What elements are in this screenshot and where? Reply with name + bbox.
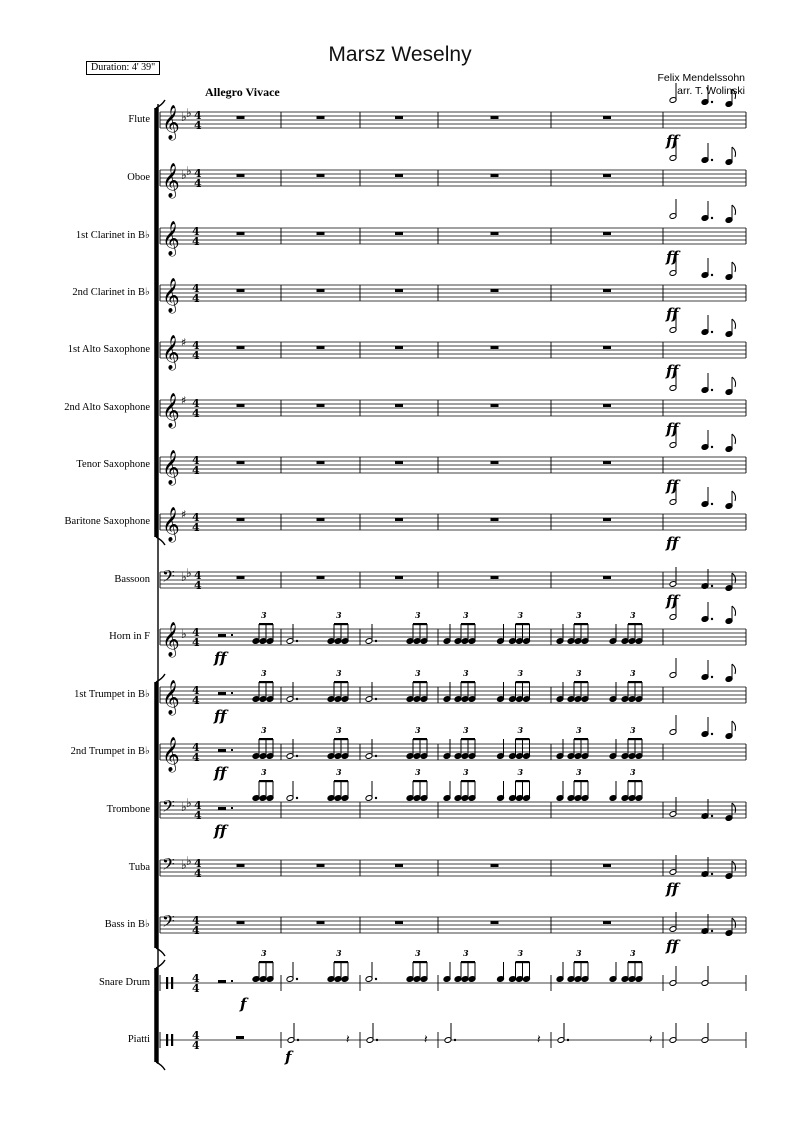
whole-rest xyxy=(237,116,245,119)
whole-rest xyxy=(317,346,325,349)
whole-rest xyxy=(317,864,325,867)
instrument-label: 1st Trumpet in B♭ xyxy=(74,689,150,700)
tuplet-label: 3 xyxy=(261,767,267,777)
instrument-label: 2nd Clarinet in B♭ xyxy=(72,287,150,298)
whole-rest xyxy=(317,404,325,407)
whole-rest xyxy=(317,576,325,579)
flat-icon: ♭ xyxy=(186,854,192,868)
dot xyxy=(296,797,298,799)
time-signature-bottom: 4 xyxy=(192,694,200,707)
tuplet-label: 3 xyxy=(261,610,267,620)
time-signature-top: 4 xyxy=(192,914,200,927)
tuplet-label: 3 xyxy=(463,767,469,777)
time-signature-bottom: 4 xyxy=(194,809,202,822)
tuplet-label: 3 xyxy=(630,725,636,735)
treble-clef-icon: 𝄞 xyxy=(162,737,180,772)
whole-rest xyxy=(317,518,325,521)
beam xyxy=(461,961,475,963)
time-signature-top: 4 xyxy=(192,741,200,754)
beam xyxy=(628,780,642,782)
treble-clef-icon: 𝄞 xyxy=(162,393,180,428)
tuplet-label: 3 xyxy=(415,767,421,777)
time-signature-bottom: 4 xyxy=(192,636,200,649)
eighth-flag xyxy=(732,606,736,616)
half-rest xyxy=(218,692,226,695)
whole-rest xyxy=(603,461,611,464)
instrument-label: Piatti xyxy=(127,1034,150,1045)
rest-dot xyxy=(231,980,233,982)
eighth-flag xyxy=(732,434,736,444)
beam xyxy=(628,738,642,740)
whole-rest xyxy=(317,116,325,119)
dot xyxy=(297,1039,299,1041)
time-signature-bottom: 4 xyxy=(192,349,200,362)
beam xyxy=(516,961,530,963)
whole-rest xyxy=(603,232,611,235)
tuplet-label: 3 xyxy=(261,668,267,678)
dot xyxy=(296,698,298,700)
whole-rest xyxy=(491,346,499,349)
whole-rest xyxy=(395,116,403,119)
dot xyxy=(711,446,713,448)
time-signature-bottom: 4 xyxy=(192,1039,200,1052)
duration-box: Duration: 4' 39" xyxy=(86,61,160,75)
tuplet-label: 3 xyxy=(336,948,342,958)
beam xyxy=(259,738,273,740)
dot xyxy=(711,503,713,505)
dot xyxy=(711,873,713,875)
beam xyxy=(461,623,475,625)
eighth-flag xyxy=(732,861,736,871)
dot xyxy=(711,618,713,620)
time-signature-top: 4 xyxy=(194,167,202,180)
instrument-label: 2nd Alto Saxophone xyxy=(64,402,150,413)
dynamic-mark: ff xyxy=(666,477,679,495)
tuplet-label: 3 xyxy=(336,668,342,678)
whole-rest xyxy=(236,1036,244,1039)
time-signature-top: 4 xyxy=(192,339,200,352)
beam xyxy=(334,961,348,963)
whole-rest xyxy=(317,174,325,177)
whole-rest xyxy=(237,346,245,349)
instrument-label: Tenor Saxophone xyxy=(76,459,150,470)
whole-rest xyxy=(395,404,403,407)
tuplet-label: 3 xyxy=(415,668,421,678)
whole-rest xyxy=(603,518,611,521)
whole-rest xyxy=(237,404,245,407)
percussion-clef-icon xyxy=(166,1034,168,1046)
tuplet-label: 3 xyxy=(261,725,267,735)
dot xyxy=(296,755,298,757)
flat-icon: ♭ xyxy=(181,800,187,814)
tuplet-label: 3 xyxy=(576,948,582,958)
whole-rest xyxy=(603,864,611,867)
eighth-flag xyxy=(732,803,736,813)
whole-rest xyxy=(237,232,245,235)
instrument-label: 1st Alto Saxophone xyxy=(67,344,150,355)
tuplet-label: 3 xyxy=(415,948,421,958)
time-signature-top: 4 xyxy=(192,684,200,697)
eighth-flag xyxy=(732,573,736,583)
beam xyxy=(461,681,475,683)
whole-rest xyxy=(237,289,245,292)
treble-clef-icon: 𝄞 xyxy=(162,507,180,542)
tuplet-label: 3 xyxy=(517,610,524,620)
beam xyxy=(259,780,273,782)
instrument-label: Tuba xyxy=(128,862,150,873)
dot xyxy=(711,217,713,219)
whole-rest xyxy=(603,921,611,924)
instrument-label: Bass in B♭ xyxy=(104,919,150,930)
eighth-flag xyxy=(732,491,736,501)
treble-clef-icon: 𝄞 xyxy=(162,450,180,485)
dynamic-mark: ff xyxy=(666,534,679,552)
whole-rest xyxy=(491,289,499,292)
dot xyxy=(376,1039,378,1041)
dot xyxy=(375,797,377,799)
tuplet-label: 3 xyxy=(576,767,582,777)
tuplet-label: 3 xyxy=(415,725,421,735)
beam xyxy=(259,681,273,683)
whole-rest xyxy=(317,289,325,292)
tuplet-label: 3 xyxy=(463,725,469,735)
eighth-flag xyxy=(732,89,736,99)
time-signature-bottom: 4 xyxy=(192,407,200,420)
whole-rest xyxy=(395,576,403,579)
dynamic-mark: ff xyxy=(214,649,227,667)
time-signature-bottom: 4 xyxy=(192,292,200,305)
eighth-flag xyxy=(732,262,736,272)
tuplet-label: 3 xyxy=(576,610,582,620)
quarter-rest: 𝄽 xyxy=(424,1032,428,1046)
dynamic-mark: ff xyxy=(214,822,227,840)
whole-rest xyxy=(491,461,499,464)
whole-rest xyxy=(603,289,611,292)
tempo-marking: Allegro Vivace xyxy=(205,85,280,99)
whole-rest xyxy=(395,461,403,464)
whole-rest xyxy=(491,232,499,235)
arranger-credit: arr. T. Wolinski xyxy=(677,85,745,97)
tuplet-label: 3 xyxy=(463,948,469,958)
tuplet-label: 3 xyxy=(517,668,524,678)
score-title: Marsz Weselny xyxy=(328,43,472,66)
treble-clef-icon: 𝄞 xyxy=(162,278,180,313)
dynamic-mark: ff xyxy=(666,420,679,438)
beam xyxy=(461,738,475,740)
dot xyxy=(375,640,377,642)
eighth-flag xyxy=(732,377,736,387)
eighth-flag xyxy=(732,664,736,674)
dot xyxy=(711,331,713,333)
flat-icon: ♭ xyxy=(181,168,187,182)
dot xyxy=(711,585,713,587)
tuplet-label: 3 xyxy=(336,725,342,735)
flat-icon: ♭ xyxy=(186,566,192,580)
flat-icon: ♭ xyxy=(186,164,192,178)
time-signature-bottom: 4 xyxy=(192,235,200,248)
eighth-flag xyxy=(732,147,736,157)
half-rest xyxy=(218,980,226,983)
whole-rest xyxy=(395,518,403,521)
whole-rest xyxy=(491,404,499,407)
beam xyxy=(516,623,530,625)
treble-clef-icon: 𝄞 xyxy=(162,105,180,140)
whole-rest xyxy=(395,864,403,867)
dynamic-mark: ff xyxy=(214,707,227,725)
beam xyxy=(628,681,642,683)
whole-rest xyxy=(395,232,403,235)
whole-rest xyxy=(237,921,245,924)
whole-rest xyxy=(395,921,403,924)
time-signature-top: 4 xyxy=(194,799,202,812)
quarter-rest: 𝄽 xyxy=(649,1032,653,1046)
time-signature-top: 4 xyxy=(192,511,200,524)
beam xyxy=(574,780,588,782)
instrument-label: Bassoon xyxy=(114,574,150,585)
whole-rest xyxy=(395,174,403,177)
whole-rest xyxy=(603,346,611,349)
dot xyxy=(711,815,713,817)
time-signature-bottom: 4 xyxy=(194,867,202,880)
tuplet-label: 3 xyxy=(630,668,636,678)
tuplet-label: 3 xyxy=(517,725,524,735)
tuplet-label: 3 xyxy=(336,767,342,777)
dot xyxy=(567,1039,569,1041)
dot xyxy=(296,978,298,980)
beam xyxy=(334,780,348,782)
tuplet-label: 3 xyxy=(630,948,636,958)
time-signature-bottom: 4 xyxy=(192,521,200,534)
whole-rest xyxy=(395,346,403,349)
whole-rest xyxy=(237,461,245,464)
whole-rest xyxy=(237,174,245,177)
tuplet-label: 3 xyxy=(576,725,582,735)
dynamic-mark: ff xyxy=(666,880,679,898)
dynamic-mark: ff xyxy=(214,764,227,782)
rest-dot xyxy=(231,749,233,751)
whole-rest xyxy=(317,232,325,235)
whole-rest xyxy=(603,576,611,579)
dot xyxy=(711,274,713,276)
percussion-clef-icon xyxy=(171,977,173,989)
whole-rest xyxy=(603,116,611,119)
instrument-label: Trombone xyxy=(106,804,150,815)
instrument-label: Baritone Saxophone xyxy=(64,516,150,527)
whole-rest xyxy=(491,864,499,867)
sharp-icon: ♯ xyxy=(181,394,187,407)
dynamic-mark: ff xyxy=(666,132,679,150)
rest-dot xyxy=(231,807,233,809)
beam xyxy=(574,738,588,740)
beam xyxy=(574,623,588,625)
percussion-bracket-bottom xyxy=(156,1062,165,1070)
dot xyxy=(296,640,298,642)
beam xyxy=(259,623,273,625)
dot xyxy=(375,755,377,757)
flat-icon: ♭ xyxy=(186,796,192,810)
beam xyxy=(574,961,588,963)
beam xyxy=(516,738,530,740)
time-signature-top: 4 xyxy=(192,282,200,295)
beam xyxy=(628,961,642,963)
dot xyxy=(375,978,377,980)
instrument-label: Flute xyxy=(128,114,150,125)
percussion-clef-icon xyxy=(171,1034,173,1046)
instrument-label: 2nd Trumpet in B♭ xyxy=(70,746,150,757)
instrument-label: Horn in F xyxy=(109,631,150,642)
tuplet-label: 3 xyxy=(630,610,636,620)
beam xyxy=(516,780,530,782)
eighth-flag xyxy=(732,205,736,215)
instrument-label: Snare Drum xyxy=(98,977,150,988)
tuplet-label: 3 xyxy=(261,948,267,958)
whole-rest xyxy=(491,174,499,177)
dynamic-mark: ff xyxy=(666,305,679,323)
time-signature-top: 4 xyxy=(192,1029,200,1042)
half-rest xyxy=(218,749,226,752)
sharp-icon: ♯ xyxy=(181,508,187,521)
beam xyxy=(334,738,348,740)
dot xyxy=(375,698,377,700)
time-signature-bottom: 4 xyxy=(194,579,202,592)
flat-icon: ♭ xyxy=(181,110,187,124)
eighth-flag xyxy=(732,918,736,928)
tuplet-label: 3 xyxy=(576,668,582,678)
tuplet-label: 3 xyxy=(415,610,421,620)
time-signature-top: 4 xyxy=(192,397,200,410)
whole-rest xyxy=(491,518,499,521)
dynamic-mark: ff xyxy=(666,248,679,266)
treble-clef-icon: 𝄞 xyxy=(162,335,180,370)
bass-clef-icon: 𝄢 xyxy=(162,911,175,935)
dynamic-mark: ff xyxy=(666,592,679,610)
whole-rest xyxy=(491,576,499,579)
beam xyxy=(628,623,642,625)
dot xyxy=(711,389,713,391)
flat-icon: ♭ xyxy=(181,627,187,641)
dynamic-mark: f xyxy=(285,1048,292,1066)
time-signature-top: 4 xyxy=(192,225,200,238)
dot xyxy=(711,676,713,678)
percussion-clef-icon xyxy=(166,977,168,989)
half-rest xyxy=(218,807,226,810)
sharp-icon: ♯ xyxy=(181,336,187,349)
rest-dot xyxy=(231,634,233,636)
dot xyxy=(711,159,713,161)
half-rest xyxy=(218,634,226,637)
flat-icon: ♭ xyxy=(181,570,187,584)
treble-clef-icon: 𝄞 xyxy=(162,622,180,657)
quarter-rest: 𝄽 xyxy=(346,1032,350,1046)
tuplet-label: 3 xyxy=(336,610,342,620)
dynamic-mark: ff xyxy=(666,937,679,955)
dynamic-mark: ff xyxy=(666,362,679,380)
beam xyxy=(413,780,427,782)
treble-clef-icon: 𝄞 xyxy=(162,680,180,715)
beam xyxy=(413,623,427,625)
beam xyxy=(334,681,348,683)
bass-clef-icon: 𝄢 xyxy=(162,566,175,590)
beam xyxy=(334,623,348,625)
bass-clef-icon: 𝄢 xyxy=(162,854,175,878)
treble-clef-icon: 𝄞 xyxy=(162,163,180,198)
dot xyxy=(711,733,713,735)
beam xyxy=(413,681,427,683)
time-signature-bottom: 4 xyxy=(192,464,200,477)
treble-clef-icon: 𝄞 xyxy=(162,221,180,256)
whole-rest xyxy=(603,174,611,177)
time-signature-top: 4 xyxy=(194,109,202,122)
whole-rest xyxy=(317,461,325,464)
dot xyxy=(711,101,713,103)
tuplet-label: 3 xyxy=(463,610,469,620)
dynamic-mark: f xyxy=(240,995,247,1013)
whole-rest xyxy=(237,576,245,579)
eighth-flag xyxy=(732,721,736,731)
whole-rest xyxy=(491,116,499,119)
flat-icon: ♭ xyxy=(181,858,187,872)
instrument-label: Oboe xyxy=(127,172,150,183)
bass-clef-icon: 𝄢 xyxy=(162,796,175,820)
beam xyxy=(516,681,530,683)
eighth-flag xyxy=(732,319,736,329)
time-signature-top: 4 xyxy=(192,626,200,639)
flat-icon: ♭ xyxy=(186,106,192,120)
beam xyxy=(574,681,588,683)
time-signature-bottom: 4 xyxy=(192,924,200,937)
beam xyxy=(461,780,475,782)
time-signature-bottom: 4 xyxy=(194,119,202,132)
time-signature-bottom: 4 xyxy=(194,177,202,190)
time-signature-top: 4 xyxy=(192,972,200,985)
tuplet-label: 3 xyxy=(517,767,524,777)
time-signature-top: 4 xyxy=(194,569,202,582)
rest-dot xyxy=(231,692,233,694)
tuplet-label: 3 xyxy=(630,767,636,777)
beam xyxy=(413,961,427,963)
time-signature-top: 4 xyxy=(192,454,200,467)
whole-rest xyxy=(603,404,611,407)
time-signature-bottom: 4 xyxy=(192,751,200,764)
dot xyxy=(454,1039,456,1041)
beam xyxy=(413,738,427,740)
whole-rest xyxy=(237,518,245,521)
whole-rest xyxy=(395,289,403,292)
instrument-label: 1st Clarinet in B♭ xyxy=(75,230,150,241)
time-signature-bottom: 4 xyxy=(192,982,200,995)
whole-rest xyxy=(317,921,325,924)
composer-credit: Felix Mendelssohn xyxy=(657,72,745,84)
time-signature-top: 4 xyxy=(194,857,202,870)
beam xyxy=(259,961,273,963)
whole-rest xyxy=(491,921,499,924)
dot xyxy=(711,930,713,932)
whole-rest xyxy=(237,864,245,867)
quarter-rest: 𝄽 xyxy=(537,1032,541,1046)
tuplet-label: 3 xyxy=(463,668,469,678)
tuplet-label: 3 xyxy=(517,948,524,958)
